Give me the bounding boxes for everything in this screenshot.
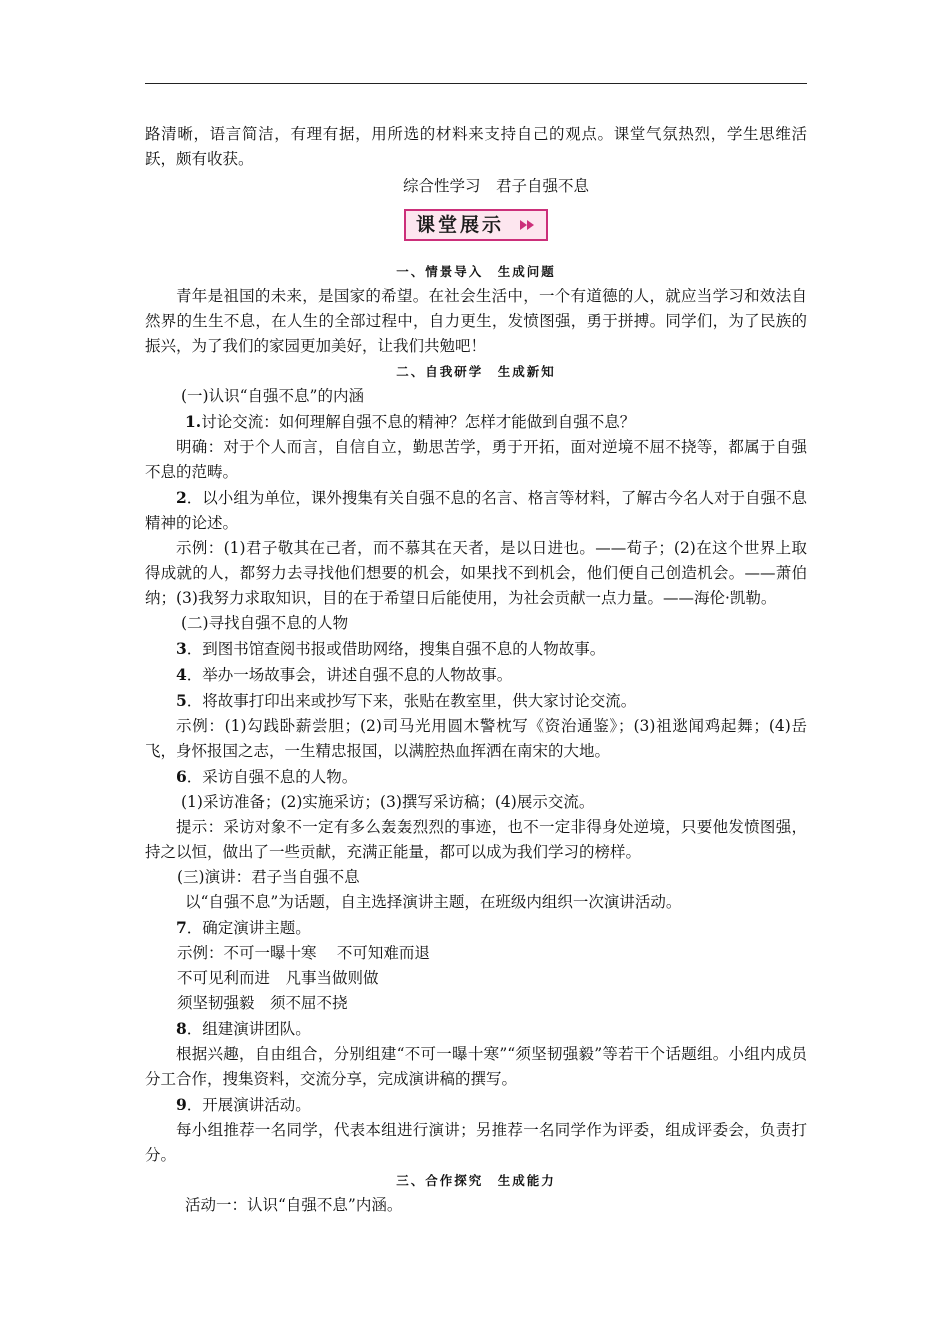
intro-paragraph: 路清晰，语言简洁，有理有据，用所选的材料来支持自己的观点。课堂气氛热烈，学生思维活跃，颇有收获。 [145, 125, 807, 168]
header-rule [145, 83, 807, 84]
item9 [145, 1092, 807, 1118]
item2-number: 2 [176, 488, 187, 507]
item5-example: 示例：(1)勾践卧薪尝胆；(2)司马光用圆木警枕写《资治通鉴》；(3)祖逖闻鸡起舞；(4)岳飞，身怀报国之志，一生精忠报国，以满腔热血挥洒在南宋的大地。 [145, 717, 807, 760]
part2-title: (二)寻找自强不息的人物 [181, 614, 349, 632]
item5 [145, 688, 807, 714]
item2-text: ．以小组为单位，课外搜集有关自强不息的名言、格言等材料，了解古今名人对于自强不息精神的论述。 [145, 489, 807, 532]
part3-title: (三)演讲：君子当自强不息 [177, 868, 360, 886]
item6-number: 6 [176, 767, 187, 786]
item7-text: ．确定演讲主题。 [186, 919, 311, 937]
item8-text: ．组建演讲团队。 [186, 1020, 311, 1038]
part1-title: (一)认识“自强不息”的内涵 [181, 387, 364, 405]
item1-text: 讨论交流：如何理解自强不息的精神？怎样才能做到自强不息？ [201, 413, 636, 431]
lesson-title: 综合性学习 君子自强不息 [402, 177, 589, 195]
item7-example-line: 示例：不可一曝十寒 不可知难而退 [177, 944, 430, 962]
item4-number: 4 [176, 665, 187, 684]
item2-example: 示例：(1)君子敬其在己者，而不慕其在天者，是以日进也。——荀子；(2)在这个世界上取得成就的人，都努力去寻找他们想要的机会，如果找不到机会，他们便自己创造机会。——萧伯纳；(3)我努力求取知识，目的在于希望日后能使用，为社会贡献一点力量。——海伦·凯勒。 [145, 539, 807, 607]
item1-answer: 明确：对于个人而言，自信自立，勤思苦学，勇于开拓，面对逆境不屈不挠等，都属于自强不息的范畴。 [145, 438, 807, 481]
item3 [145, 636, 807, 662]
item3-number: 3 [176, 639, 187, 658]
section1-heading: 一、情景导入 生成问题 [396, 264, 556, 279]
item8-number: 8 [176, 1019, 187, 1038]
classroom-banner [145, 199, 807, 259]
item7-example-line: 须坚韧强毅 须不屈不挠 [177, 994, 348, 1012]
item1-number: 1. [185, 412, 202, 431]
item8 [145, 1016, 807, 1042]
item6-steps: (1)采访准备；(2)实施采访；(3)撰写采访稿；(4)展示交流。 [181, 793, 595, 811]
item2 [145, 485, 807, 536]
item4 [145, 662, 807, 688]
section1-paragraph: 青年是祖国的未来，是国家的希望。在社会生活中，一个有道德的人，就应当学习和效法自然界的生生不息，在人生的全部过程中，自力更生，发愤图强，勇于拼搏。同学们，为了民族的振兴，为了我们的家园更加美好，让我们共勉吧！ [145, 287, 807, 355]
item6-text: ．采访自强不息的人物。 [186, 768, 358, 786]
item5-number: 5 [176, 691, 187, 710]
part3-text: 以“自强不息”为话题，自主选择演讲主题，在班级内组织一次演讲活动。 [185, 893, 682, 911]
banner-box [404, 209, 548, 241]
item7-example-line: 不可见利而进 凡事当做则做 [177, 969, 379, 987]
item7 [145, 915, 807, 941]
item4-text: ．举办一场故事会，讲述自强不息的人物故事。 [186, 666, 513, 684]
item7-number: 7 [176, 918, 187, 937]
item9-text: ．开展演讲活动。 [186, 1096, 311, 1114]
item3-text: ．到图书馆查阅书报或借助网络，搜集自强不息的人物故事。 [186, 640, 606, 658]
item8-text-paragraph: 根据兴趣，自由组合，分别组建“不可一曝十寒”“须坚韧强毅”等若干个话题组。小组内成员分工合作，搜集资料，交流分享，完成演讲稿的撰写。 [145, 1045, 807, 1088]
item1 [145, 409, 807, 435]
item5-text: ．将故事打印出来或抄写下来，张贴在教室里，供大家讨论交流。 [186, 692, 637, 710]
activity1: 活动一：认识“自强不息”内涵。 [185, 1196, 403, 1214]
double-arrow-icon [520, 220, 538, 230]
item9-text-paragraph: 每小组推荐一名同学，代表本组进行演讲；另推荐一名同学作为评委，组成评委会，负责打分。 [145, 1121, 807, 1164]
item6 [145, 764, 807, 790]
section3-heading: 三、合作探究 生成能力 [396, 1173, 556, 1188]
document-body [145, 122, 807, 1218]
item6-tip: 提示：采访对象不一定有多么轰轰烈烈的事迹，也不一定非得身处逆境，只要他发愤图强，持之以恒，做出了一些贡献，充满正能量，都可以成为我们学习的榜样。 [145, 818, 807, 861]
banner-label: 课堂展示 [415, 214, 504, 236]
section2-heading: 二、自我研学 生成新知 [396, 364, 556, 379]
item9-number: 9 [176, 1095, 187, 1114]
